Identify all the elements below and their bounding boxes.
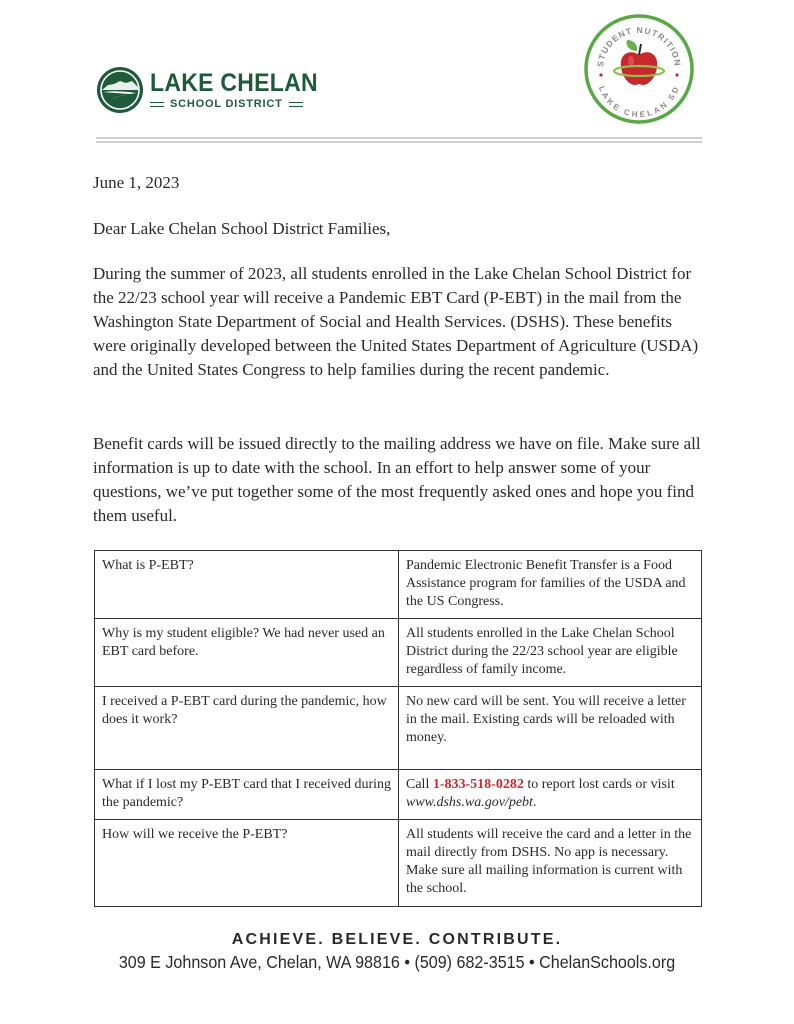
- faq-question: What is P-EBT?: [95, 551, 399, 619]
- phone-number: 1-833-518-0282: [432, 777, 524, 792]
- table-row: [95, 820, 702, 907]
- faq-question: I received a P-EBT card during the pandemic, how does it work?: [95, 687, 399, 770]
- footer-address: 309 E Johnson Ave, Chelan, WA 98816 • (509) 682-3515 • ChelanSchools.org: [118, 952, 676, 972]
- student-nutrition-badge: [583, 13, 695, 125]
- faq-question: Why is my student eligible? We had never used an EBT card before.: [95, 619, 399, 687]
- badge-top-text: STUDENT NUTRITION: [594, 24, 684, 68]
- faq-question: What if I lost my P-EBT card that I received during the pandemic?: [95, 770, 399, 820]
- table-row: [95, 687, 702, 770]
- answer-text: Call: [406, 777, 433, 792]
- faq-table: [94, 550, 702, 907]
- letter-paragraph-1: During the summer of 2023, all students enrolled in the Lake Chelan School District for the 22/23 school year will receive a Pandemic EBT Card (P-EBT) in the mail from the Washington State Department of Social and Health Services. (DSHS). These benefits were originally developed between the United States Department of Agriculture (USDA) and the United States Congress to help families during the recent pandemic.: [93, 264, 699, 379]
- answer-text: to report lost cards or visit: [523, 777, 675, 792]
- faq-answer: Pandemic Electronic Benefit Transfer is a Food Assistance program for families of the USDA and the US Congress.: [399, 551, 702, 619]
- district-logo: [96, 66, 332, 114]
- faq-answer: No new card will be sent. You will receive a letter in the mail. Existing cards will be reloaded with money.: [399, 687, 702, 770]
- footer-motto: ACHIEVE. BELIEVE. CONTRIBUTE.: [231, 931, 563, 948]
- table-row: [95, 770, 702, 820]
- district-name: LAKE CHELAN: [150, 69, 318, 97]
- header-divider: [96, 137, 702, 143]
- district-subtitle: SCHOOL DISTRICT: [170, 98, 283, 110]
- divider: [150, 102, 164, 107]
- faq-answer: All students enrolled in the Lake Chelan School District during the 22/23 school year are eligible regardless of family income.: [399, 619, 702, 687]
- table-row: [95, 551, 702, 619]
- dshs-link[interactable]: www.dshs.wa.gov/pebt: [406, 795, 533, 810]
- lake-mountain-emblem-icon: [96, 66, 144, 114]
- table-row: [95, 619, 702, 687]
- divider: [289, 102, 303, 107]
- answer-text: .: [532, 795, 537, 810]
- letter-greeting: Dear Lake Chelan School District Families,: [93, 219, 391, 238]
- letterhead: [0, 0, 794, 150]
- letter-date: June 1, 2023: [93, 173, 180, 192]
- letter-paragraph-2: Benefit cards will be issued directly to the mailing address we have on file. Make sure all information is up to date with the school. In an effort to help answer some of your questions, we’ve put together some of the most frequently asked ones and hope you find them useful.: [93, 434, 701, 525]
- badge-bottom-text: LAKE CHELAN SD: [596, 84, 682, 120]
- faq-question: How will we receive the P-EBT?: [95, 820, 399, 907]
- faq-answer: All students will receive the card and a letter in the mail directly from DSHS. No app is necessary. Make sure all mailing information is current with the school.: [399, 820, 702, 907]
- faq-answer: [399, 770, 702, 820]
